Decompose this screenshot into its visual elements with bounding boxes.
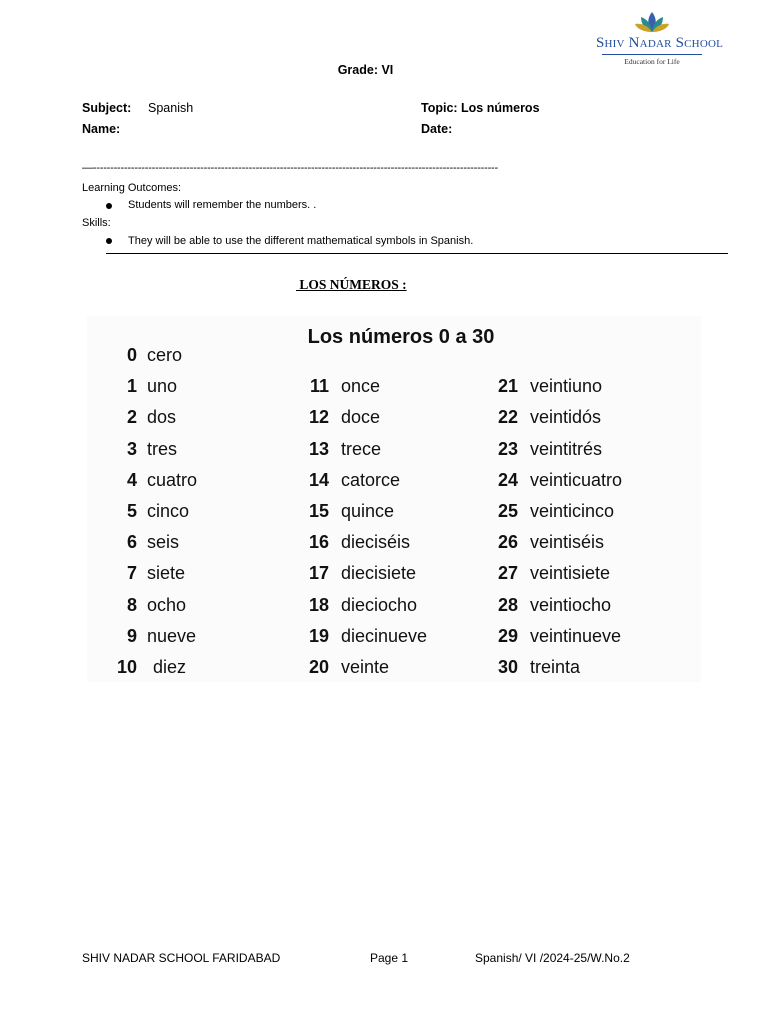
number-word: tres — [147, 438, 178, 459]
number-word: veinticinco — [530, 501, 615, 521]
footer-school: SHIV NADAR SCHOOL FARIDABAD — [82, 951, 281, 965]
numbers-chart — [87, 316, 701, 682]
learning-outcomes-label: Learning Outcomes: — [82, 182, 182, 194]
number-digit: 18 — [308, 594, 329, 615]
number-digit: 1 — [126, 376, 137, 397]
logo-school-name: Shiv Nadar School — [596, 35, 724, 51]
number-digit: 29 — [497, 625, 518, 646]
number-word: veintiséis — [530, 532, 605, 553]
number-digit: 16 — [308, 532, 329, 553]
number-word: uno — [147, 376, 178, 397]
number-word: veintiocho — [530, 594, 612, 615]
number-word: treinta — [530, 657, 581, 677]
dashed-separator: —--------------------------------------------------------------------------------------------------------------------- — [82, 162, 498, 174]
number-digit: 6 — [126, 532, 137, 553]
topic-label: Topic: Los números — [421, 101, 540, 115]
number-digit: 26 — [497, 532, 518, 553]
number-digit: 0 — [126, 345, 137, 365]
number-digit: 27 — [497, 563, 518, 584]
horizontal-rule — [106, 253, 728, 254]
number-word: veintinueve — [530, 625, 622, 646]
number-digit: 10 — [116, 657, 137, 677]
number-word: nueve — [147, 625, 197, 646]
bullet-icon — [106, 203, 112, 209]
number-word: veinticuatro — [530, 469, 623, 490]
number-word: cero — [147, 345, 183, 365]
skills-item: They will be able to use the different mathematical symbols in Spanish. — [128, 235, 474, 247]
number-word: veintidós — [530, 407, 602, 428]
number-digit: 30 — [497, 657, 518, 677]
number-word: cinco — [147, 501, 190, 521]
number-word: veintitrés — [530, 438, 603, 459]
learning-outcome-item: Students will remember the numbers. . — [128, 199, 317, 211]
number-word: catorce — [341, 469, 401, 490]
section-title: LOS NÚMEROS : — [296, 277, 407, 292]
chart-title: Los números 0 a 30 — [307, 326, 495, 348]
footer-code: Spanish/ VI /2024-25/W.No.2 — [475, 951, 630, 965]
number-digit: 22 — [497, 407, 518, 428]
number-word: dieciséis — [341, 532, 411, 553]
number-digit: 5 — [126, 501, 137, 521]
grade-heading: Grade: VI — [337, 63, 394, 77]
number-digit: 2 — [126, 407, 137, 428]
number-digit: 25 — [497, 501, 518, 521]
number-digit: 20 — [308, 657, 329, 677]
number-word: siete — [147, 563, 186, 584]
logo-divider — [602, 54, 702, 55]
number-word: diecinueve — [341, 625, 428, 646]
lotus-icon — [635, 10, 669, 34]
number-digit: 19 — [308, 625, 329, 646]
bullet-icon — [106, 238, 112, 244]
number-digit: 8 — [126, 594, 137, 615]
number-word: trece — [341, 438, 382, 459]
subject-label: Subject: — [82, 101, 132, 115]
number-digit: 7 — [126, 563, 137, 584]
footer-page: Page 1 — [370, 951, 409, 965]
number-word: seis — [147, 532, 180, 553]
number-digit: 13 — [308, 438, 329, 459]
number-digit: 9 — [126, 625, 137, 646]
number-digit: 28 — [497, 594, 518, 615]
number-digit: 12 — [308, 407, 329, 428]
number-word: cuatro — [147, 469, 198, 490]
number-digit: 24 — [497, 469, 518, 490]
number-word: diez — [153, 657, 187, 677]
number-word: dos — [147, 407, 177, 428]
number-digit: 4 — [126, 469, 137, 490]
number-word: veinte — [341, 657, 390, 677]
number-digit: 3 — [126, 438, 137, 459]
number-word: veintisiete — [530, 563, 611, 584]
number-word: once — [341, 376, 381, 397]
number-word: dieciocho — [341, 594, 418, 615]
skills-label: Skills: — [82, 217, 111, 229]
logo-tagline: Education for Life — [624, 57, 680, 66]
number-word: veintiuno — [530, 376, 603, 397]
number-digit: 11 — [309, 376, 329, 397]
number-word: doce — [341, 407, 381, 428]
subject-value: Spanish — [148, 101, 194, 115]
number-digit: 17 — [308, 563, 329, 584]
number-digit: 14 — [308, 469, 329, 490]
number-word: diecisiete — [341, 563, 417, 584]
number-word: ocho — [147, 594, 187, 615]
number-digit: 15 — [308, 501, 329, 521]
number-digit: 21 — [497, 376, 518, 397]
date-label: Date: — [421, 122, 453, 136]
number-digit: 23 — [497, 438, 518, 459]
number-word: quince — [341, 501, 395, 521]
name-label: Name: — [82, 122, 121, 136]
